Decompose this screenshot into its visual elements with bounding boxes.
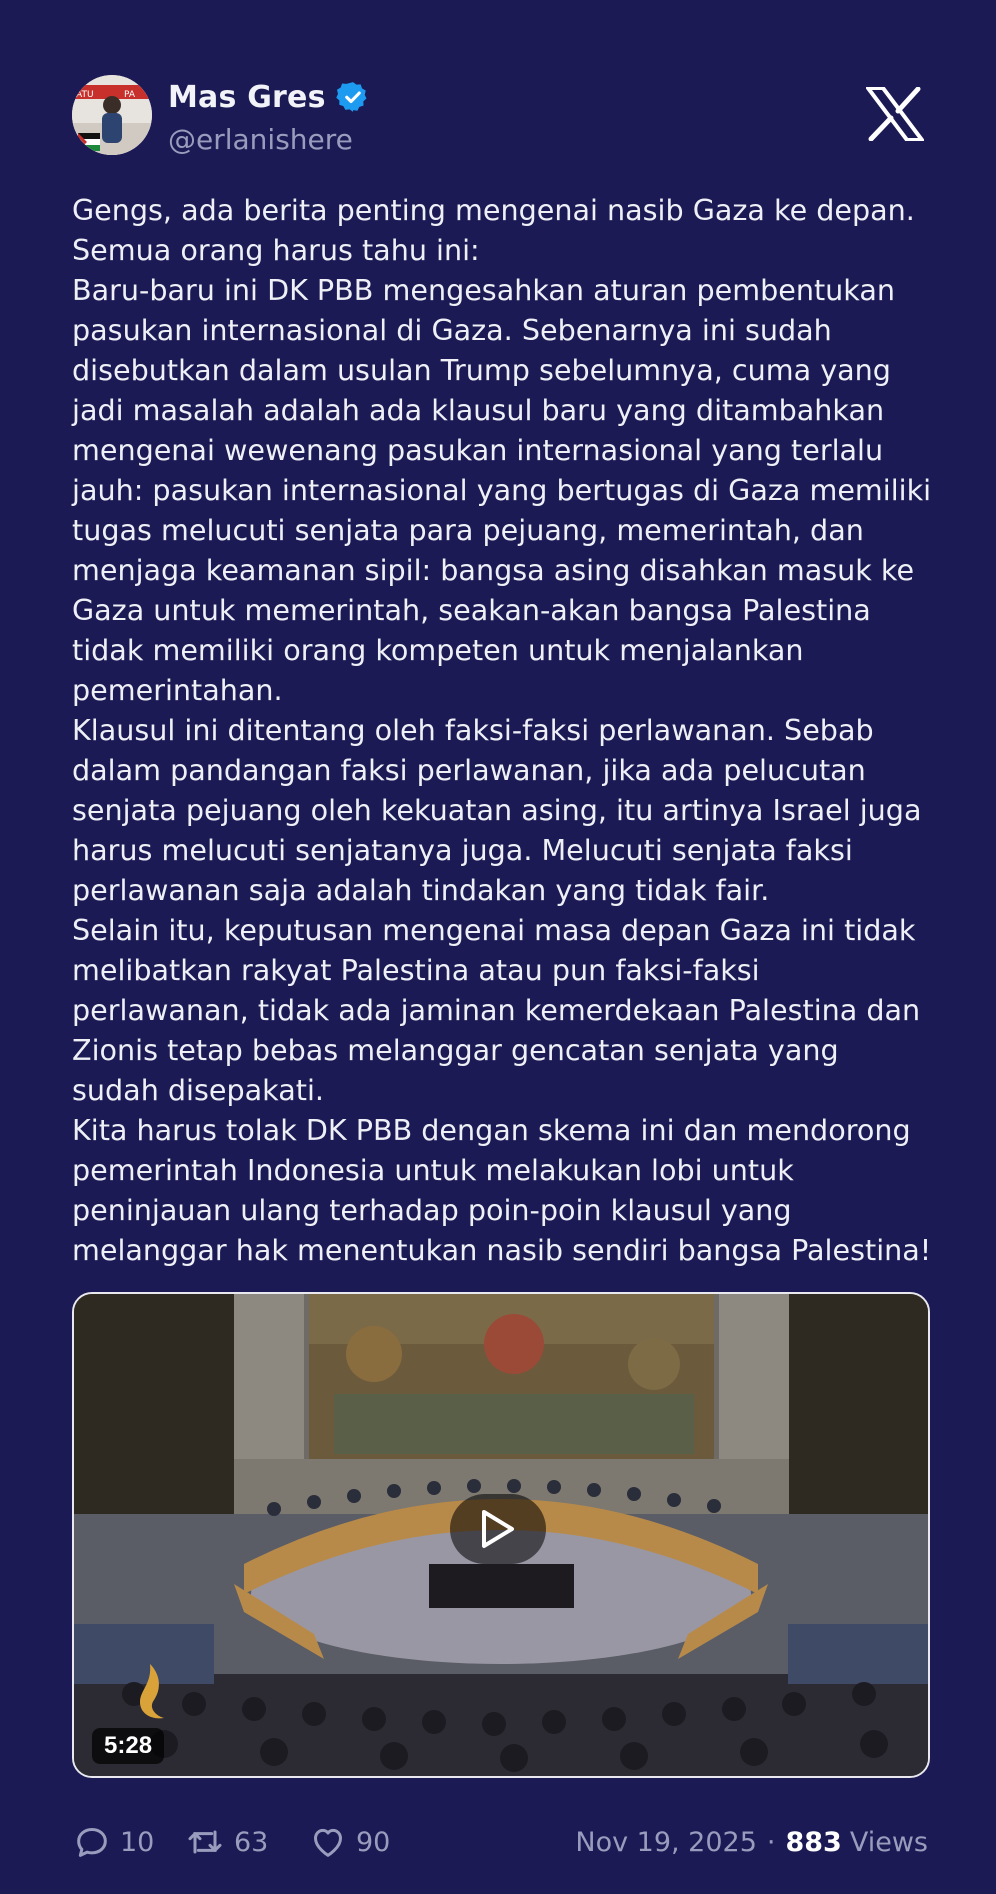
tweet-footer <box>72 1818 928 1868</box>
like-button[interactable] <box>308 1818 390 1866</box>
svg-text:PA: PA <box>124 90 136 100</box>
reply-button[interactable] <box>72 1818 154 1866</box>
like-count: 90 <box>356 1826 391 1858</box>
verified-badge-icon <box>336 80 370 114</box>
al-jazeera-logo <box>126 1660 174 1724</box>
views-label: Views <box>849 1826 928 1858</box>
repost-count: 63 <box>234 1826 269 1858</box>
post-date[interactable]: Nov 19, 2025 <box>575 1826 757 1858</box>
reply-count: 10 <box>120 1826 155 1858</box>
display-name[interactable]: Mas Gres <box>168 79 326 115</box>
tweet-text: Gengs, ada berita penting mengenai nasib Gaza ke depan. Semua orang harus tahu ini: Baru-baru ini DK PBB mengesahkan aturan pembentukan pasukan internasional di Gaza. Sebenarnya ini sudah disebutkan dalam usulan Trump sebelumnya, cuma yang jadi masalah adalah ada klausul baru yang ditambahkan mengenai wewenang pasukan internasional yang terlalu jauh: pasukan internasional yang bertugas di Gaza memiliki tugas melucuti senjata para pejuang, memerintah, dan menjaga keamanan sipil: bangsa asing disahkan masuk ke Gaza untuk memerintah, seakan-akan bangsa Palestina tidak memiliki orang kompeten untuk menjalankan pemerintahan. Klausul ini ditentang oleh faksi-faksi perlawanan. Sebab dalam pandangan faksi perlawanan, jika ada pelucutan senjata pejuang oleh kekuatan asing, itu artinya Israel juga harus melucuti senjatanya juga. Melucuti senjata faksi perlawanan saja adalah tindakan yang tidak fair. Selain itu, keputusan mengenai masa depan Gaza ini tidak melibatkan rakyat Palestina atau pun faksi-faksi perlawanan, tidak ada jaminan kemerdekaan Palestina dan Zionis tetap bebas melanggar gencatan senjata yang sudah disepakati. Kita harus tolak DK PBB dengan skema ini dan mendorong pemerintah Indonesia untuk melakukan lobi untuk peninjauan ulang terhadap poin-poin klausul yang melanggar hak menentukan nasib sendiri bangsa Palestina! <box>72 193 932 1267</box>
user-handle[interactable]: @erlanishere <box>168 123 353 156</box>
meta-separator: · <box>766 1826 776 1858</box>
avatar[interactable] <box>72 75 152 155</box>
views-count: 883 <box>785 1826 842 1858</box>
repost-button[interactable] <box>184 1818 268 1866</box>
play-icon <box>480 1509 516 1549</box>
play-button[interactable] <box>450 1494 546 1564</box>
tweet-meta <box>575 1818 928 1866</box>
video-player[interactable] <box>72 1292 930 1778</box>
tweet-header <box>72 75 924 160</box>
video-duration: 5:28 <box>92 1728 164 1764</box>
repost-icon <box>184 1822 226 1862</box>
x-logo-icon[interactable] <box>866 87 924 141</box>
reply-icon <box>72 1822 112 1862</box>
name-row <box>168 77 370 117</box>
heart-icon <box>308 1822 348 1862</box>
svg-text:ATU: ATU <box>76 90 94 100</box>
